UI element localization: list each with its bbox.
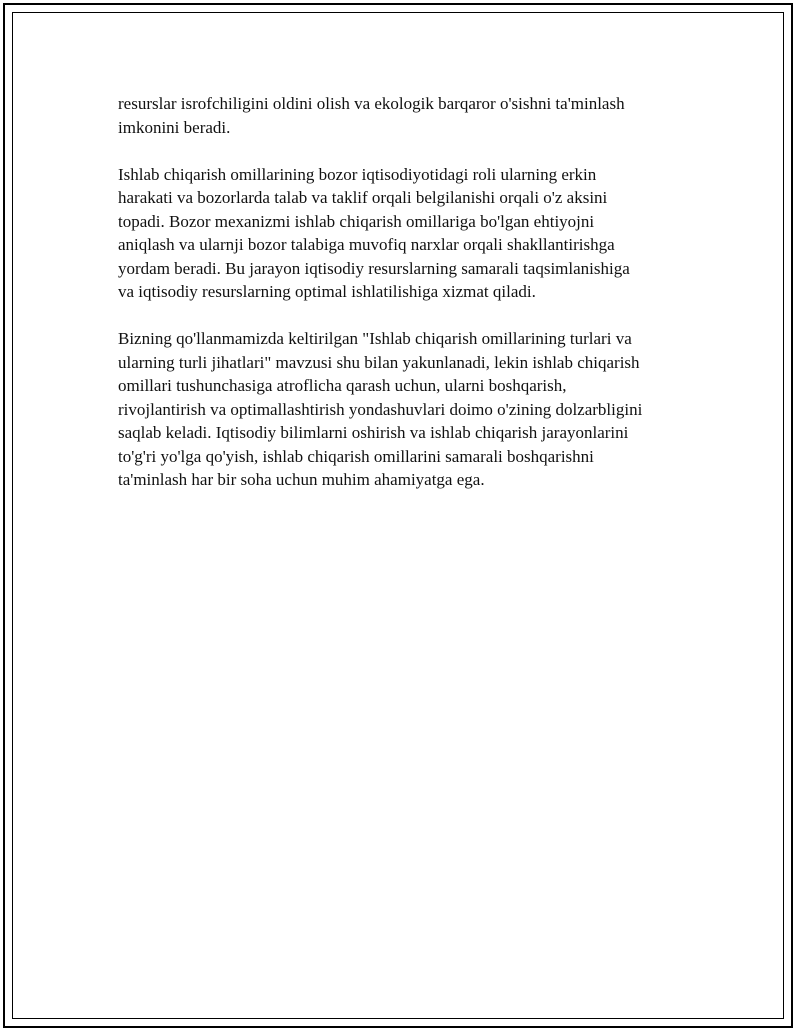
- document-body: [118, 92, 698, 515]
- paragraph-3: Bizning qo'llanmamizda keltirilgan "Ishlab chiqarish omillarining turlari va ularning turli jihatlari" mavzusi shu bilan yakunlanadi, lekin ishlab chiqarish omillari tushunchasiga atroflicha qarash uchun, ularni boshqarish, rivojlantirish va optimallashtirish yondashuvlari doimo o'zining dolzarbligini saqlab keladi. Iqtisodiy bilimlarni oshirish va ishlab chiqarish jarayonlarini to'g'ri yo'lga qo'yish, ishlab chiqarish omillarini samarali boshqarishni ta'minlash har bir soha uchun muhim ahamiyatga ega.: [118, 329, 643, 489]
- paragraph-2: Ishlab chiqarish omillarining bozor iqtisodiyotidagi roli ularning erkin harakati va bozorlarda talab va taklif orqali belgilanishi orqali o'z aksini topadi. Bozor mexanizmi ishlab chiqarish omillariga bo'lgan ehtiyojni aniqlash va ularnji bozor talabiga muvofiq narxlar orqali shakllantirishga yordam beradi. Bu jarayon iqtisodiy resurslarning samarali taqsimlanishiga va iqtisodiy resurslarning optimal ishlatilishiga xizmat qiladi.: [118, 164, 630, 301]
- paragraph-1: resurslar isrofchiligini oldini olish va ekologik barqaror o'sishni ta'minlash imkonini beradi.: [118, 94, 625, 137]
